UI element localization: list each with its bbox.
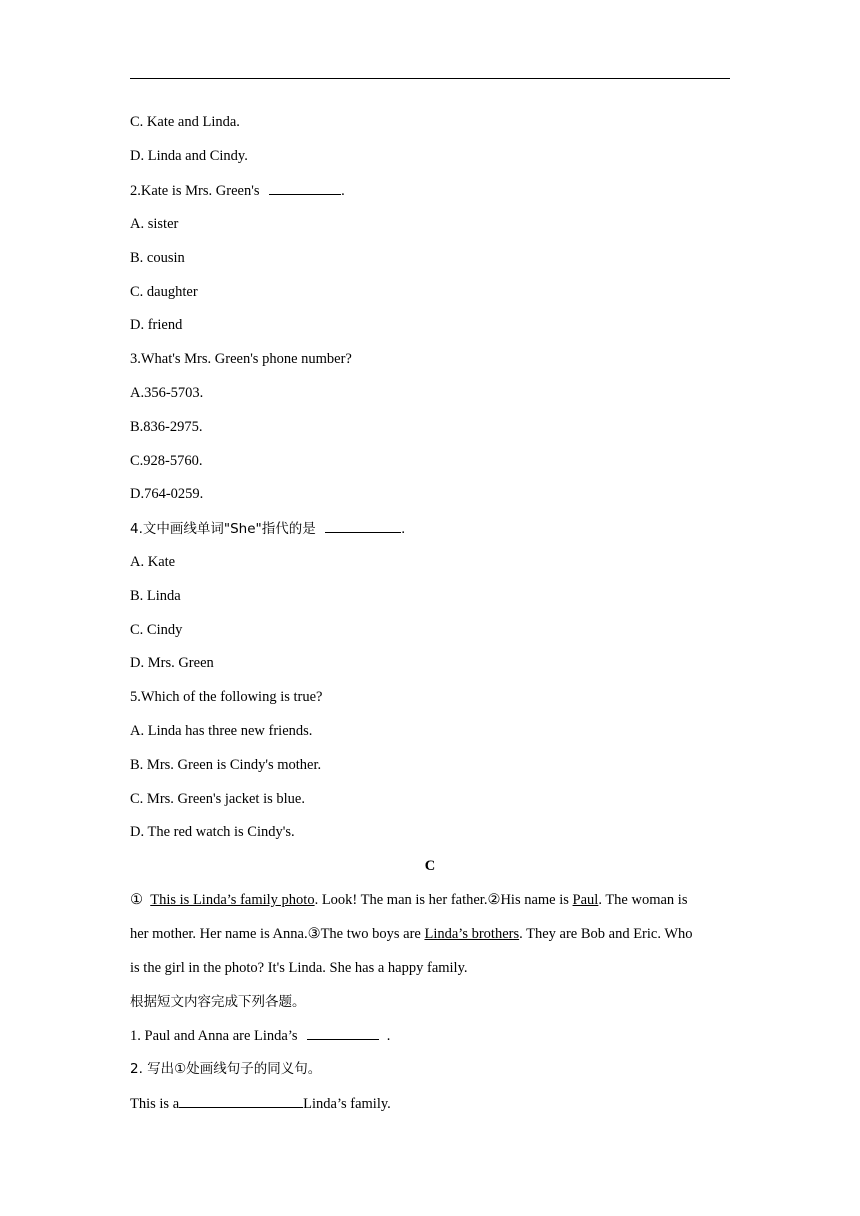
option-line: D.764-0259. <box>130 486 204 502</box>
exercise-2: 2. 写出①处画线句子的同义句。 <box>130 1061 322 1077</box>
question-2 <box>130 180 345 201</box>
exercise-1 <box>130 1025 390 1046</box>
underlined-word: Paul <box>572 892 599 908</box>
exercise-end: . <box>386 1028 391 1044</box>
header-rule <box>130 78 730 79</box>
underlined-phrase: Linda’s brothers <box>424 926 520 942</box>
question-end: . <box>401 521 405 537</box>
question-text: 4.文中画线单词"She"指代的是 <box>130 521 316 537</box>
question-4 <box>130 518 405 539</box>
option-line: C.928-5760. <box>130 453 203 469</box>
answer-blank <box>179 1093 303 1108</box>
option-line: C. Mrs. Green's jacket is blue. <box>130 791 305 807</box>
option-line: A. sister <box>130 216 179 232</box>
option-line: C. Cindy <box>130 622 183 638</box>
answer-suffix: Linda’s family. <box>303 1096 391 1112</box>
passage-text: her mother. Her name is Anna.③The two boys are <box>130 926 425 942</box>
option-line: C. daughter <box>130 284 198 300</box>
question-end: . <box>341 183 345 199</box>
answer-blank <box>325 518 401 533</box>
passage-text: . They are Bob and Eric. Who <box>519 926 693 942</box>
question-3: 3.What's Mrs. Green's phone number? <box>130 351 352 367</box>
passage-text: . Look! The man is her father.②His name is <box>314 892 573 908</box>
option-line: C. Kate and Linda. <box>130 114 240 130</box>
exercise-2-answer <box>130 1093 391 1114</box>
answer-blank <box>269 180 341 195</box>
question-text: 2.Kate is Mrs. Green's <box>130 183 260 199</box>
option-line: B. cousin <box>130 250 185 266</box>
option-line: D. friend <box>130 317 183 333</box>
answer-blank <box>307 1025 379 1040</box>
passage-text: . The woman is <box>598 892 688 908</box>
section-heading: C <box>424 858 436 874</box>
exercise-text: 1. Paul and Anna are Linda’s <box>130 1028 298 1044</box>
option-line: A. Linda has three new friends. <box>130 723 313 739</box>
answer-prefix: This is a <box>130 1096 180 1112</box>
passage-line <box>130 924 693 944</box>
question-5: 5.Which of the following is true? <box>130 689 323 705</box>
option-line: B. Mrs. Green is Cindy's mother. <box>130 757 322 773</box>
underlined-sentence: This is Linda’s family photo <box>150 892 315 908</box>
option-line: A.356-5703. <box>130 385 204 401</box>
passage-line <box>130 890 687 910</box>
option-line: A. Kate <box>130 554 176 570</box>
option-line: D. Linda and Cindy. <box>130 148 248 164</box>
option-line: B.836-2975. <box>130 419 203 435</box>
option-line: B. Linda <box>130 588 181 604</box>
passage-line: is the girl in the photo? It's Linda. She has a happy family. <box>130 960 468 976</box>
option-line: D. The red watch is Cindy's. <box>130 824 295 840</box>
option-line: D. Mrs. Green <box>130 655 214 671</box>
instruction: 根据短文内容完成下列各题。 <box>130 994 306 1010</box>
circled-number: ① <box>130 892 143 908</box>
